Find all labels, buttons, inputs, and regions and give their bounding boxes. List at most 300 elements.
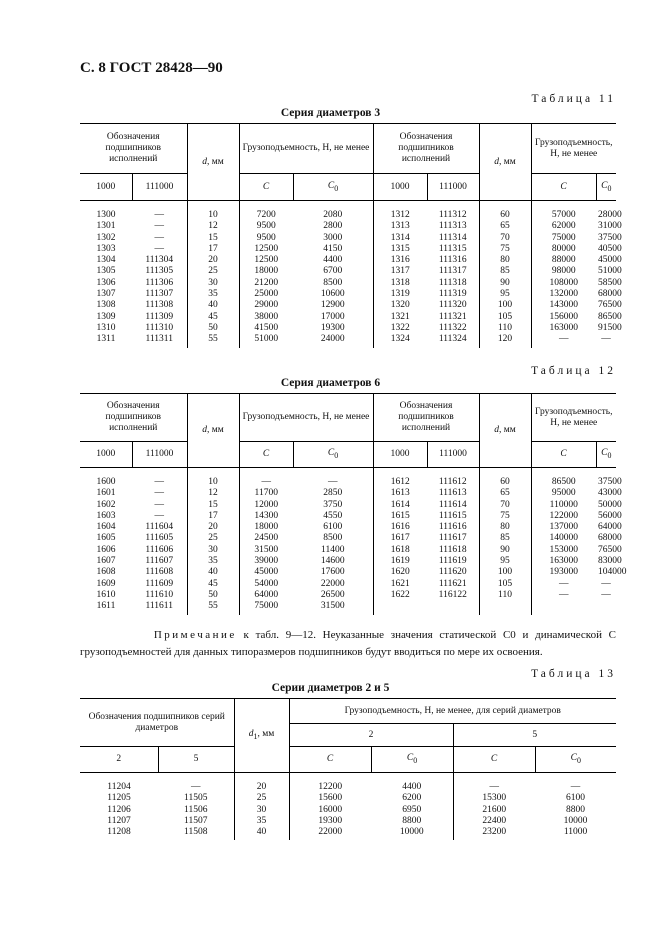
table-cell: 45000 [598,255,622,266]
table-cell: 14300 [239,511,293,522]
d-header: d, мм [187,394,239,468]
table-row [80,545,616,556]
table-cell [427,601,479,614]
table-cell: 3750 [323,499,343,510]
table-cell: 1302 [96,232,116,243]
table-row [80,323,616,334]
table-cell: 4400 [402,782,422,792]
table-row [80,579,616,590]
col-111000-header: 111000 [427,442,479,468]
table-cell: 30 [234,805,289,816]
table-cell: 111611 [145,601,173,612]
table-cell: 11000 [563,827,588,838]
table-row [80,289,616,300]
table-cell: 51000 [598,266,622,277]
table-cell: 111315 [438,243,467,254]
col-1000-header: 1000 [373,174,427,201]
series-2-header: 2 [289,724,453,747]
table-cell: 111321 [438,311,467,322]
table-cell: 1622 [373,590,427,601]
table-cell: 111621 [438,578,467,589]
table-cell: 95000 [531,488,596,499]
table-cell: 111612 [438,477,467,487]
table-cell: 10 [187,201,239,222]
table-cell: 9500 [239,221,293,232]
table-cell: 98000 [531,266,596,277]
table-cell: 56000 [598,510,622,521]
table-cell: 111609 [145,578,174,589]
table-cell: — [191,782,201,792]
table-cell: 10600 [320,289,345,300]
table-12-label: Таблица 12 [531,365,616,377]
table-cell: 58500 [598,277,622,288]
table-cell: 120 [479,334,531,347]
table-cell: 110 [479,323,531,334]
table-cell: 10000 [399,827,424,838]
table-cell: 40500 [598,243,622,254]
c0-header: $C_0$ [293,174,373,201]
table-cell: 111308 [145,300,174,311]
table-cell: 26500 [320,589,345,600]
table-cell: 1301 [96,221,116,232]
table-12-title: Серия диаметров 6 [280,377,381,389]
table-cell: 104000 [598,567,627,578]
table-cell: 122000 [531,511,596,522]
table-cell: 21600 [453,805,535,816]
table-cell: 20 [234,773,289,794]
table-cell: 11400 [321,544,345,555]
table-cell: 39000 [239,556,293,567]
table-cell: 68000 [598,533,622,544]
note [80,627,616,661]
table-row [80,590,616,601]
table-cell: 1603 [96,510,116,521]
table-cell: 22000 [320,578,345,589]
table-row [80,816,616,827]
table-cell: 1320 [373,300,427,311]
col-111000-header: 111000 [427,174,479,201]
load-header: Грузоподъемность, Н, не менее, для серий диаметров [289,699,616,724]
c-header: C [453,747,535,773]
series-2-col-header: 2 [80,747,158,773]
table-cell: 68000 [598,289,622,300]
table-cell: 111617 [438,533,467,544]
table-cell: 12000 [239,500,293,511]
table-11-title: Серия диаметров 3 [280,107,381,119]
table-cell: 1322 [373,323,427,334]
table-row [80,334,616,347]
designation-header: Обозначения подшипников исполнений [80,124,187,174]
table-cell: 20 [187,255,239,266]
table-cell: 111304 [145,255,174,266]
col-1000-header: 1000 [373,442,427,468]
table-cell: 105 [479,579,531,590]
table-cell: 1609 [96,578,116,589]
table-cell: 30 [187,545,239,556]
c-header: C [239,174,293,201]
table-cell: 70 [479,500,531,511]
table-cell: 23200 [453,827,535,840]
table-cell: 11207 [107,815,131,826]
table-cell: 16000 [289,805,371,816]
table-cell: 12200 [289,773,371,794]
table-cell: 1312 [373,201,427,222]
table-cell: 64000 [598,522,622,533]
table-cell: 156000 [531,312,596,323]
table-cell: 163000 [531,556,596,567]
table-cell: 1611 [96,601,116,612]
table-row [80,511,616,522]
table-cell: 1604 [96,522,116,533]
table-cell: — [531,590,596,601]
table-cell: 12500 [239,244,293,255]
table-cell: 75 [479,511,531,522]
table-cell: 14600 [320,556,345,567]
table-cell: — [154,221,164,232]
table-cell: 6200 [402,793,422,804]
table-cell: 40 [234,827,289,840]
table-row [80,556,616,567]
table-row [80,312,616,323]
table-cell: 12 [187,488,239,499]
table-cell: 35 [234,816,289,827]
table-cell: 111604 [145,522,174,533]
table-cell: 86500 [598,311,622,322]
table-cell: 25 [234,793,289,804]
table-cell: 111616 [438,522,467,533]
table-11-label: Таблица 11 [531,93,616,105]
table-cell: 8500 [323,533,343,544]
table-cell: 65 [479,221,531,232]
table-cell: 1601 [96,488,116,499]
table-cell: 50000 [598,499,622,510]
table-cell: 54000 [239,579,293,590]
c0-header: $C_0$ [293,442,373,468]
table-cell: 80 [479,522,531,533]
table-cell: 105 [479,312,531,323]
c0-header: $C_0$ [596,442,616,468]
table-cell: 11204 [107,782,131,792]
table-cell: 91500 [598,322,622,333]
table-row [80,533,616,544]
table-cell: 111322 [438,322,467,333]
table-cell: 4150 [323,243,343,254]
table-cell: 75 [479,244,531,255]
c0-header: $C_0$ [535,747,616,773]
table-cell: 153000 [531,545,596,556]
table-cell: 76500 [598,300,622,311]
table-cell: 15600 [289,793,371,804]
table-cell: 19300 [320,322,345,333]
table-row [80,793,616,804]
table-cell: — [154,477,164,487]
table-cell: 10 [187,468,239,489]
table-cell: 1310 [96,322,116,333]
table-cell: 111320 [438,300,467,311]
table-cell: 111305 [145,266,174,277]
table-cell: 1602 [96,499,116,510]
table-cell: 111309 [145,311,174,322]
table-row [80,278,616,289]
table-cell: 50 [187,323,239,334]
table-cell: 22400 [453,816,535,827]
table-cell: 1303 [96,243,116,254]
table-cell: 1606 [96,544,116,555]
table-cell: 1311 [96,334,116,345]
table-cell: 111613 [438,488,467,499]
table-cell: 17600 [320,567,345,578]
table-cell: 29000 [239,300,293,311]
table-cell: 57000 [531,201,596,222]
table-cell: 1300 [96,210,116,220]
col-1000-header: 1000 [80,174,132,201]
table-cell: 11208 [107,827,131,838]
table-cell: 1614 [373,500,427,511]
table-cell: 1317 [373,266,427,277]
table-cell: — [154,232,164,243]
table-cell: — [601,578,611,589]
table-cell: 24500 [239,533,293,544]
table-cell: 111316 [438,255,467,266]
c-header: C [531,174,596,201]
designation-header: Обозначения подшипников исполнений [80,394,187,442]
table-cell: 28000 [598,210,622,220]
table-cell: 60 [479,468,531,489]
table-cell: 12 [187,221,239,232]
table-cell: 11506 [184,804,208,815]
table-11 [80,123,622,348]
designation-header: Обозначения подшипников исполнений [373,124,479,174]
table-cell: 15 [187,500,239,511]
table-cell: 18000 [239,266,293,277]
table-cell: 83000 [598,556,622,567]
table-cell: 20 [187,522,239,533]
table-cell: 111620 [438,567,467,578]
table-cell: 35 [187,556,239,567]
table-cell: 1617 [373,533,427,544]
table-cell: 1612 [373,468,427,489]
table-cell: 43000 [598,488,622,499]
table-cell: 193000 [531,567,596,578]
table-row [80,601,616,614]
table-cell: 111310 [145,322,174,333]
table-cell: — [601,589,611,600]
d-header: d, мм [479,124,531,201]
table-cell: 1613 [373,488,427,499]
table-cell: 86500 [531,468,596,489]
table-cell: 111306 [145,277,174,288]
table-cell: 11505 [184,793,208,804]
table-cell: 111605 [145,533,174,544]
table-cell: 41500 [239,323,293,334]
table-cell: 15 [187,233,239,244]
table-cell: 1308 [96,300,116,311]
table-cell [596,601,616,614]
table-cell: 24000 [320,334,345,345]
table-cell: 55 [187,334,239,347]
table-row [80,255,616,266]
table-cell: 6950 [402,804,422,815]
table-cell: 55 [187,601,239,614]
table-cell: — [328,477,338,487]
table-cell: 88000 [531,255,596,266]
load-header: Грузоподъемность, Н, не менее [239,124,373,174]
table-cell: — [453,773,535,794]
table-cell: 108000 [531,278,596,289]
table-row [80,773,616,794]
table-13-title: Серии диаметров 2 и 5 [271,682,390,694]
table-cell: 143000 [531,300,596,311]
table-cell: 111318 [438,277,467,288]
table-row [80,468,616,489]
table-cell: 1315 [373,244,427,255]
table-12 [80,393,627,615]
table-cell: 111312 [438,210,467,220]
table-cell: 70 [479,233,531,244]
table-cell: 62000 [531,221,596,232]
table-cell: 19300 [289,816,371,827]
table-cell: 140000 [531,533,596,544]
table-cell: 1619 [373,556,427,567]
table-cell: 1313 [373,221,427,232]
table-cell: 31500 [320,601,345,612]
table-cell: 37500 [598,477,622,487]
table-cell: 11205 [107,793,131,804]
table-cell: 90 [479,278,531,289]
table-cell: 137000 [531,522,596,533]
table-cell: 6700 [323,266,343,277]
table-cell: 30 [187,278,239,289]
table-cell: 2850 [323,488,343,499]
table-cell: 100 [479,567,531,578]
table-cell: 1605 [96,533,116,544]
table-cell: 1620 [373,567,427,578]
table-cell: 4550 [323,510,343,521]
table-cell: 111307 [145,289,174,300]
c-header: C [239,442,293,468]
table-cell: 1615 [373,511,427,522]
table-cell: 25000 [239,289,293,300]
table-cell: 17 [187,244,239,255]
table-cell: 132000 [531,289,596,300]
table-cell [531,601,596,614]
table-cell: 1309 [96,311,116,322]
table-cell: 1610 [96,589,116,600]
table-cell: 11700 [239,488,293,499]
table-cell: 76500 [598,544,622,555]
table-row [80,221,616,232]
c0-header: $C_0$ [371,747,453,773]
table-cell: 9500 [239,233,293,244]
table-cell: 65 [479,488,531,499]
table-cell: 37500 [598,232,622,243]
table-cell: 6100 [323,522,343,533]
d-header: d, мм [479,394,531,468]
designation-header: Обозначения подшипников исполнений [373,394,479,442]
table-cell: 1607 [96,556,116,567]
table-cell: 80000 [531,244,596,255]
table-cell: 1319 [373,289,427,300]
table-cell: 1314 [373,233,427,244]
table-cell: 85 [479,266,531,277]
table-cell: 64000 [239,590,293,601]
table-cell: 8800 [402,815,422,826]
table-cell: — [154,243,164,254]
table-cell: 11507 [184,815,208,826]
table-cell: 25 [187,533,239,544]
table-cell: 22000 [289,827,371,840]
table-cell: — [239,468,293,489]
table-cell: 38000 [239,312,293,323]
table-cell: 111314 [438,232,467,243]
table-cell: 60 [479,201,531,222]
table-cell: 4400 [323,255,343,266]
table-row [80,266,616,277]
table-cell: 1324 [373,334,427,347]
designation-header: Обозначения подшипников серий диаметров [80,699,234,747]
series-5-header: 5 [453,724,616,747]
table-cell: 18000 [239,522,293,533]
table-cell: 1307 [96,289,116,300]
table-cell: 15300 [453,793,535,804]
table-cell: — [154,488,164,499]
table-cell: — [601,334,611,345]
table-13-label: Таблица 13 [531,668,616,680]
col-1000-header: 1000 [80,442,132,468]
table-cell: 21200 [239,278,293,289]
load-header: Грузоподъемность, Н, не менее [531,124,616,174]
table-13 [80,698,616,840]
table-cell: 1305 [96,266,116,277]
table-cell: 85 [479,533,531,544]
table-cell: 3000 [323,232,343,243]
table-cell: 11508 [184,827,208,838]
series-5-col-header: 5 [158,747,234,773]
table-cell: 17 [187,511,239,522]
table-cell: 31500 [239,545,293,556]
table-cell: 1316 [373,255,427,266]
c-header: C [531,442,596,468]
table-cell: 45 [187,579,239,590]
table-row [80,805,616,816]
table-cell: 110 [479,590,531,601]
table-cell: — [531,334,596,347]
table-cell: 111313 [438,221,467,232]
table-cell: 51000 [239,334,293,347]
table-cell: 31000 [598,221,622,232]
table-cell: 163000 [531,323,596,334]
table-cell: 1321 [373,312,427,323]
table-cell: 111615 [438,510,467,521]
table-cell: 12900 [320,300,345,311]
table-cell: 111607 [145,556,174,567]
table-cell: 25 [187,266,239,277]
table-row [80,488,616,499]
table-cell [373,601,427,614]
d1-header: $d_1$, мм [234,699,289,773]
table-cell: 2080 [323,210,343,220]
table-row [80,567,616,578]
table-cell: 1600 [96,477,116,487]
table-cell: 1306 [96,277,116,288]
table-row [80,500,616,511]
table-row [80,522,616,533]
load-header: Грузоподъемность, Н, не менее [531,394,616,442]
table-cell: 35 [187,289,239,300]
table-cell: — [154,499,164,510]
table-cell: 1318 [373,278,427,289]
table-row [80,233,616,244]
